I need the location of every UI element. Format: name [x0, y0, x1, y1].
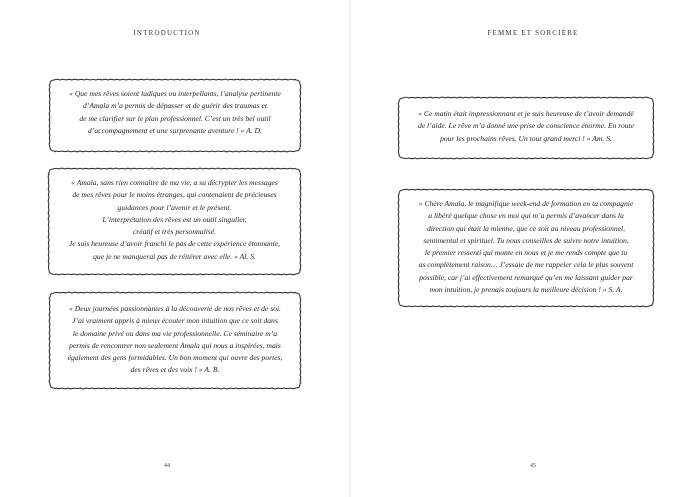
testimonial-line: « Amala, sans rien connaître de ma vie, a su décrypter les messages — [71, 178, 278, 187]
testimonial-line: également des gens formidables. Un bon moment qui ouvre des portes, — [67, 353, 283, 363]
right-page — [350, 0, 700, 497]
testimonial-line: de mes rêves pour le moins étranges, qui contenaient de précieuses — [72, 190, 277, 200]
testimonial-line: « Que mes rêves soient ludiques ou interpellants, l’analyse pertinente — [69, 89, 281, 98]
left-running-head: INTRODUCTION — [133, 29, 201, 37]
testimonial-line: Je suis heureuse d’avoir franchi le pas de cette expérience étonnante, — [68, 239, 281, 249]
testimonial-frame-3 — [50, 293, 300, 388]
testimonial-line: L’interprétation des rêves est un outil singulier, — [102, 214, 247, 224]
testimonial-text — [399, 108, 653, 145]
testimonial-text — [50, 88, 300, 137]
testimonial-frame-5 — [399, 190, 653, 306]
testimonial-text — [399, 198, 653, 296]
testimonial-line: des rêves et des voix ! » A. B. — [130, 365, 220, 375]
testimonial-line: de me clarifier sur le plan professionnel. C’est un très bel outil — [79, 113, 271, 123]
testimonial-line: pour les prochains rêves. Un tout grand merci ! » Am. S. — [440, 133, 612, 143]
testimonial-line: direction qui était la mienne, que ce soit au niveau professionnel, — [426, 223, 626, 233]
left-page-number: 44 — [164, 463, 170, 469]
testimonial-line: as complètement raison… J’essaie de me rappeler cela le plus souvent — [418, 260, 634, 270]
testimonial-line: guidances pour l’avenir et le présent. — [117, 202, 232, 212]
right-running-head: FEMME ET SORCIÈRE — [487, 29, 579, 37]
testimonial-text — [49, 177, 300, 263]
testimonial-line: « Chère Amala, le magnifique week-end de formation en ta compagnie — [418, 199, 634, 208]
testimonial-line: sentimental et spirituel. Tu nous conseilles de suivre notre intuition, — [423, 235, 629, 245]
testimonial-line: permis de rencontrer non seulement Amala qui nous a inspirées, mais — [69, 340, 281, 350]
testimonial-line: que je ne manquerai pas de réitérer avec elle. » Al. S. — [93, 251, 256, 261]
testimonial-text — [50, 303, 300, 377]
testimonial-line: d’Amala m’a permis de dépasser et de guérir des traumas et — [83, 101, 267, 111]
testimonial-line: le domaine privé ou dans ma vie professionnelle. Ce séminaire m’a — [72, 328, 278, 338]
testimonial-line: « Ce matin était impressionnant et je suis heureuse de t’avoir demandé — [418, 109, 634, 118]
testimonial-line: d’accompagnement et une surprenante aventure ! » A. D. — [88, 125, 262, 135]
testimonial-line: le premier ressenti qui monte en nous et je me rends compte que tu — [424, 248, 628, 258]
testimonial-frame-2 — [49, 169, 300, 274]
testimonial-line: de l’aide. Le rêve m’a donné une prise de conscience énorme. En route — [417, 121, 635, 131]
testimonial-line: mon intuition, je prenais toujours la meilleure décision ! » S. A. — [429, 285, 623, 295]
testimonial-frame-1 — [50, 80, 300, 151]
testimonial-line: créatif et très personnalisé. — [132, 227, 217, 237]
testimonial-line: possible, car j’ai effectivement remarqué qu’en me laissant guider par — [419, 272, 633, 282]
testimonial-line: J’ai vraiment appris à mieux écouter mon intuition que ce soit dans — [72, 316, 278, 326]
testimonial-frame-4 — [399, 98, 653, 158]
testimonial-line: a libéré quelque chose en moi qui m’a permis d’avancer dans la — [428, 211, 624, 221]
testimonial-line: « Deux journées passionnantes à la découverte de nos rêves et de soi. — [69, 304, 281, 313]
right-page-number: 45 — [530, 463, 536, 469]
